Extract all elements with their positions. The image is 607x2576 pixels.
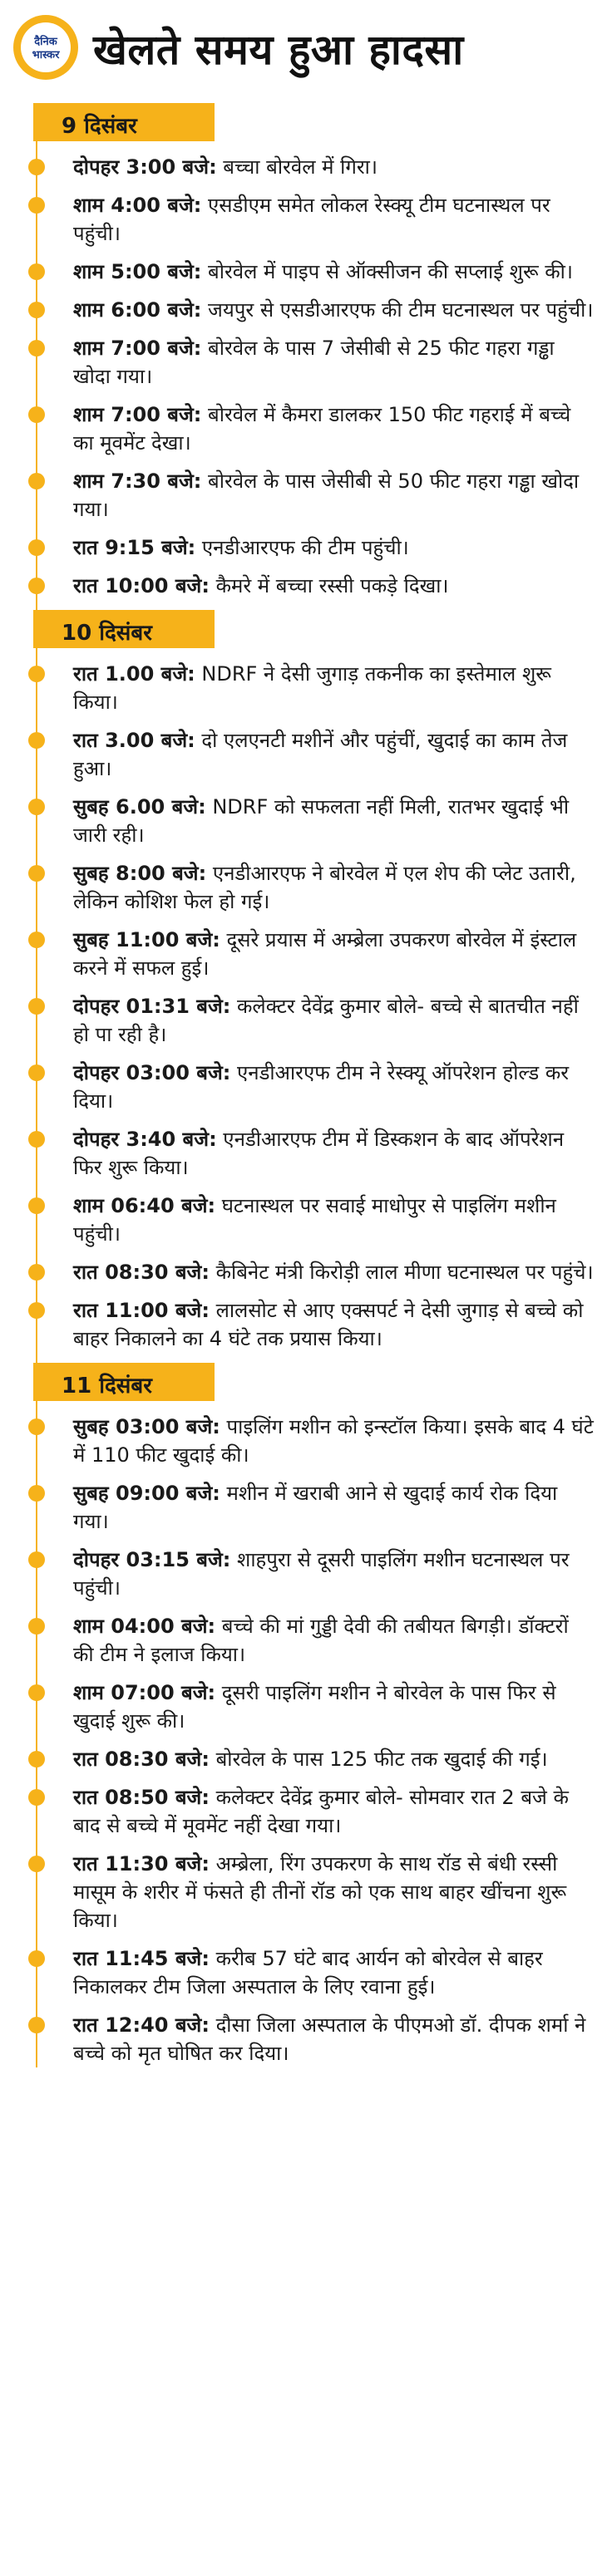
timeline-dot (28, 197, 45, 214)
timeline-dot (28, 1856, 45, 1872)
timeline-dot (28, 998, 45, 1015)
entry-time: शाम 06:40 बजे: (73, 1194, 216, 1217)
timeline-entry (0, 334, 607, 391)
entry-text: करीब 57 घंटे बाद आर्यन को बोरवेल से बाहर निकालकर टीम जिला अस्पताल के लिए रवाना हुई। (73, 1947, 543, 1998)
header (0, 0, 607, 98)
dainik-bhaskar-logo (12, 13, 80, 81)
timeline-entry (0, 467, 607, 524)
timeline-entry (0, 660, 607, 716)
entry-time: रात 11:00 बजे: (73, 1299, 210, 1322)
entry-text: बच्चा बोरवेल में गिरा। (216, 155, 378, 179)
svg-text:भास्कर: भास्कर (32, 49, 60, 61)
timeline-dot (28, 1131, 45, 1148)
timeline-entry (0, 191, 607, 248)
timeline-dot (28, 1950, 45, 1967)
timeline-entry (0, 296, 607, 324)
entry-text: बच्चे की मां गुड्डी देवी की तबीयत बिगड़ी। डॉक्टरों की टीम ने इलाज किया। (73, 1615, 569, 1666)
day-banner (33, 610, 215, 648)
timeline-dot (28, 732, 45, 749)
timeline-dot (28, 1789, 45, 1806)
timeline-entry (0, 1850, 607, 1934)
entry-text: एनडीआरएफ ने बोरवेल में एल शेप की प्लेट उतारी, लेकिन कोशिश फेल हो गई। (73, 862, 576, 913)
day-label: 9 दिसंबर (62, 114, 137, 139)
entry-time: रात 08:30 बजे: (73, 1261, 210, 1284)
svg-text:दैनिक: दैनिक (34, 36, 57, 48)
timeline-dot (28, 1064, 45, 1081)
entry-time: सुबह 09:00 बजे: (73, 1482, 220, 1505)
entry-time: रात 1.00 बजे: (73, 662, 195, 686)
entry-text: अम्ब्रेला, रिंग उपकरण के साथ रॉड से बंधी रस्सी मासूम के शरीर में फंसते ही तीनों रॉड को एक साथ बाहर खींचना शुरू किया। (73, 1852, 567, 1932)
timeline-entry (0, 1546, 607, 1602)
timeline-entry (0, 1944, 607, 2001)
entry-text: शाहपुरा से दूसरी पाइलिंग मशीन घटनास्थल पर पहुंची। (73, 1548, 570, 1600)
timeline-entry (0, 572, 607, 600)
entry-time: शाम 7:30 बजे: (73, 469, 202, 493)
entry-time: सुबह 11:00 बजे: (73, 928, 220, 951)
timeline-entry (0, 992, 607, 1049)
entry-time: रात 9:15 बजे: (73, 536, 196, 559)
timeline-entry (0, 258, 607, 286)
entry-time: शाम 07:00 बजे: (73, 1681, 216, 1704)
timeline-dot (28, 1751, 45, 1767)
timeline-entry (0, 153, 607, 181)
timeline-entry (0, 1413, 607, 1469)
entry-time: रात 10:00 बजे: (73, 574, 210, 597)
timeline (0, 103, 607, 2077)
entry-time: दोपहर 3:40 बजे: (73, 1128, 217, 1151)
entry-text: लालसोट से आए एक्सपर्ट ने देसी जुगाड़ से बच्चे को बाहर निकालने का 4 घंटे तक प्रयास किया। (73, 1299, 584, 1350)
entry-text: दूसरे प्रयास में अम्ब्रेला उपकरण बोरवेल में इंस्टाल करने में सफल हुई। (73, 928, 577, 980)
timeline-dot (28, 799, 45, 815)
timeline-dot (28, 1418, 45, 1435)
timeline-entry (0, 2011, 607, 2067)
entry-time: शाम 6:00 बजे: (73, 298, 202, 322)
entry-time: रात 08:50 बजे: (73, 1786, 210, 1809)
timeline-entry (0, 1679, 607, 1735)
entry-time: रात 11:45 बजे: (73, 1947, 210, 1970)
entry-time: शाम 4:00 बजे: (73, 194, 202, 217)
entry-time: सुबह 6.00 बजे: (73, 795, 206, 819)
entry-time: शाम 7:00 बजे: (73, 403, 202, 426)
day-banner (33, 1363, 215, 1401)
entry-text: एनडीआरएफ टीम ने रेस्क्यू ऑपरेशन होल्ड कर दिया। (73, 1061, 570, 1113)
timeline-dot (28, 932, 45, 948)
entry-time: शाम 04:00 बजे: (73, 1615, 216, 1638)
timeline-dot (28, 578, 45, 594)
entry-text: NDRF को सफलता नहीं मिली, रातभर खुदाई भी जारी रही। (73, 795, 570, 847)
timeline-dot (28, 1197, 45, 1214)
day-label: 11 दिसंबर (62, 1374, 152, 1399)
timeline-dot (28, 1618, 45, 1635)
timeline-entry (0, 926, 607, 982)
entry-text: घटनास्थल पर सवाई माधोपुर से पाइलिंग मशीन पहुंची। (73, 1194, 556, 1246)
entry-time: दोपहर 3:00 बजे: (73, 155, 217, 179)
timeline-dot (28, 1485, 45, 1502)
timeline-dot (28, 1302, 45, 1319)
entry-text: दौसा जिला अस्पताल के पीएमओ डॉ. दीपक शर्मा ने बच्चे को मृत घोषित कर दिया। (73, 2013, 586, 2065)
timeline-entry (0, 401, 607, 457)
entry-time: रात 08:30 बजे: (73, 1748, 210, 1771)
timeline-entry (0, 1296, 607, 1353)
timeline-dot (28, 263, 45, 280)
timeline-dot (28, 159, 45, 175)
entry-text: एनडीआरएफ टीम में डिस्कशन के बाद ऑपरेशन फिर शुरू किया। (73, 1128, 565, 1179)
entry-text: पाइलिंग मशीन को इन्स्टॉल किया। इसके बाद 4 घंटे में 110 फीट खुदाई की। (73, 1415, 594, 1467)
entry-text: बोरवेल के पास जेसीबी से 50 फीट गहरा गड्ढा खोदा गया। (73, 469, 580, 521)
entry-time: रात 3.00 बजे: (73, 729, 195, 752)
timeline-entry (0, 859, 607, 916)
timeline-dot (28, 1264, 45, 1281)
timeline-entry (0, 1612, 607, 1669)
timeline-dot (28, 302, 45, 318)
timeline-dot (28, 406, 45, 423)
entry-time: दोपहर 03:00 बजे: (73, 1061, 231, 1084)
timeline-entry (0, 1745, 607, 1773)
entry-text: कैबिनेट मंत्री किरोड़ी लाल मीणा घटनास्थल पर पहुंचे। (209, 1261, 594, 1284)
entry-time: सुबह 8:00 बजे: (73, 862, 207, 885)
day-label: 10 दिसंबर (62, 621, 152, 646)
timeline-entry (0, 1192, 607, 1248)
timeline-entry (0, 1258, 607, 1286)
entry-text: NDRF ने देसी जुगाड़ तकनीक का इस्तेमाल शुरू किया। (73, 662, 551, 714)
timeline-entry (0, 793, 607, 849)
timeline-dot (28, 473, 45, 489)
entry-text: जयपुर से एसडीआरएफ की टीम घटनास्थल पर पहुंची। (201, 298, 594, 322)
entry-text: बोरवेल के पास 125 फीट तक खुदाई की गई। (209, 1748, 548, 1771)
entry-time: सुबह 03:00 बजे: (73, 1415, 220, 1438)
timeline-dot (28, 865, 45, 882)
entry-time: रात 12:40 बजे: (73, 2013, 210, 2037)
day-banner (33, 103, 215, 141)
entry-time: दोपहर 01:31 बजे: (73, 995, 231, 1018)
timeline-entry (0, 1783, 607, 1840)
entry-time: रात 11:30 बजे: (73, 1852, 210, 1875)
entry-text: बोरवेल में कैमरा डालकर 150 फीट गहराई में बच्चे का मूवमेंट देखा। (73, 403, 571, 455)
entry-text: बोरवेल में पाइप से ऑक्सीजन की सप्लाई शुरू की। (201, 260, 573, 283)
entry-text: दो एलएनटी मशीनें और पहुंचीं, खुदाई का काम तेज हुआ। (73, 729, 568, 780)
entry-text: एनडीआरएफ की टीम पहुंची। (195, 536, 409, 559)
timeline-dot (28, 539, 45, 556)
entry-text: कलेक्टर देवेंद्र कुमार बोले- सोमवार रात 2 बजे के बाद से बच्चे में मूवमेंट नहीं देखा गया। (73, 1786, 569, 1837)
page-title: खेलते समय हुआ हादसा (93, 26, 464, 74)
entry-text: दूसरी पाइलिंग मशीन ने बोरवेल के पास फिर से खुदाई शुरू की। (73, 1681, 556, 1733)
timeline-dot (28, 340, 45, 356)
entry-time: शाम 5:00 बजे: (73, 260, 202, 283)
entry-text: कलेक्टर देवेंद्र कुमार बोले- बच्चे से बातचीत नहीं हो पा रही है। (73, 995, 579, 1046)
timeline-dot (28, 1684, 45, 1701)
entry-text: एसडीएम समेत लोकल रेस्क्यू टीम घटनास्थल पर पहुंची। (73, 194, 550, 245)
timeline-dot (28, 2017, 45, 2033)
entry-text: बोरवेल के पास 7 जेसीबी से 25 फीट गहरा गड्ढा खोदा गया। (73, 337, 555, 388)
entry-text: मशीन में खराबी आने से खुदाई कार्य रोक दिया गया। (73, 1482, 558, 1533)
timeline-entry (0, 1059, 607, 1115)
timeline-dot (28, 666, 45, 682)
timeline-entry (0, 1125, 607, 1182)
timeline-dot (28, 1551, 45, 1568)
entry-time: दोपहर 03:15 बजे: (73, 1548, 231, 1571)
timeline-entry (0, 533, 607, 562)
timeline-entry (0, 726, 607, 783)
timeline-entry (0, 1479, 607, 1536)
entry-text: कैमरे में बच्चा रस्सी पकड़े दिखा। (209, 574, 449, 597)
entry-time: शाम 7:00 बजे: (73, 337, 202, 360)
